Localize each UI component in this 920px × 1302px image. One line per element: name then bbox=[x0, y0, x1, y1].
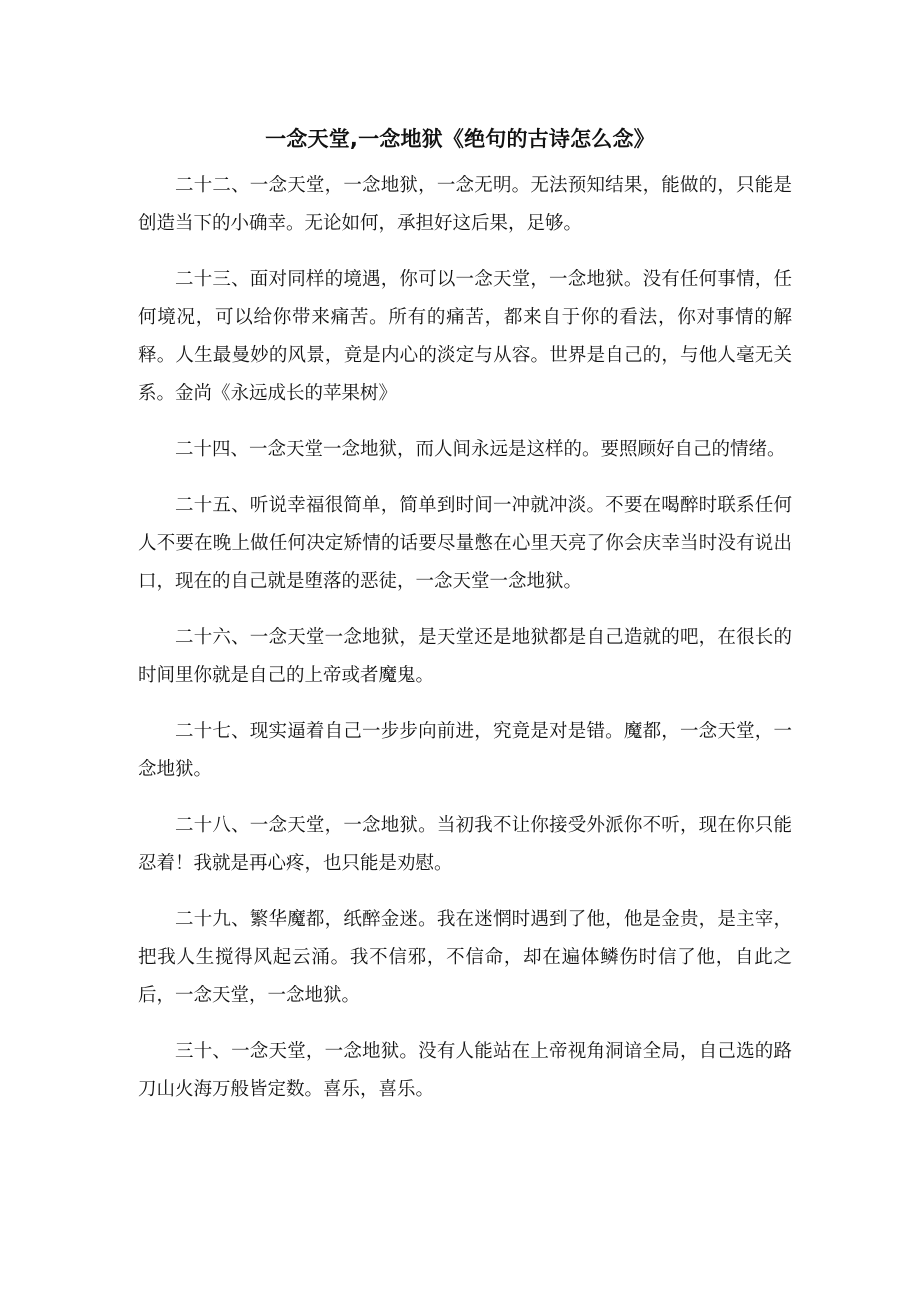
paragraph-30: 三十、一念天堂，一念地狱。没有人能站在上帝视角洞谙全局，自己选的路刀山火海万般皆定数。喜乐，喜乐。 bbox=[138, 1041, 792, 1100]
paragraph-27: 二十七、现实逼着自己一步步向前进，究竟是对是错。魔都，一念天堂，一念地狱。 bbox=[138, 721, 792, 780]
paragraph-22: 二十二、一念天堂，一念地狱，一念无明。无法预知结果，能做的，只能是创造当下的小确幸。无论如何，承担好这后果，足够。 bbox=[138, 175, 792, 234]
document-body bbox=[138, 167, 792, 1127]
paragraph-25: 二十五、听说幸福很简单，简单到时间一冲就冲淡。不要在喝醉时联系任何人不要在晚上做任何决定矫情的话要尽量憋在心里天亮了你会庆幸当时没有说出口，现在的自己就是堕落的恶徒，一念天堂一念地狱。 bbox=[138, 495, 792, 592]
paragraph-23: 二十三、面对同样的境遇，你可以一念天堂，一念地狱。没有任何事情，任何境况，可以给你带来痛苦。所有的痛苦，都来自于你的看法，你对事情的解释。人生最曼妙的风景，竟是内心的淡定与从容。世界是自己的，与他人毫无关系。金尚《永远成长的苹果树》 bbox=[138, 269, 792, 404]
paragraph-29: 二十九、繁华魔都，纸醉金迷。我在迷惘时遇到了他，他是金贵，是主宰，把我人生搅得风起云涌。我不信邪，不信命，却在遍体鳞伤时信了他，自此之后，一念天堂，一念地狱。 bbox=[138, 909, 792, 1006]
paragraph-28: 二十八、一念天堂，一念地狱。当初我不让你接受外派你不听，现在你只能忍着！我就是再心疼，也只能是劝慰。 bbox=[138, 815, 792, 874]
paragraph-24: 二十四、一念天堂一念地狱，而人间永远是这样的。要照顾好自己的情绪。 bbox=[175, 439, 786, 460]
paragraph-26: 二十六、一念天堂一念地狱，是天堂还是地狱都是自己造就的吧，在很长的时间里你就是自己的上帝或者魔鬼。 bbox=[138, 627, 792, 686]
document-title: 一念天堂,一念地狱《绝句的古诗怎么念》 bbox=[265, 127, 655, 151]
